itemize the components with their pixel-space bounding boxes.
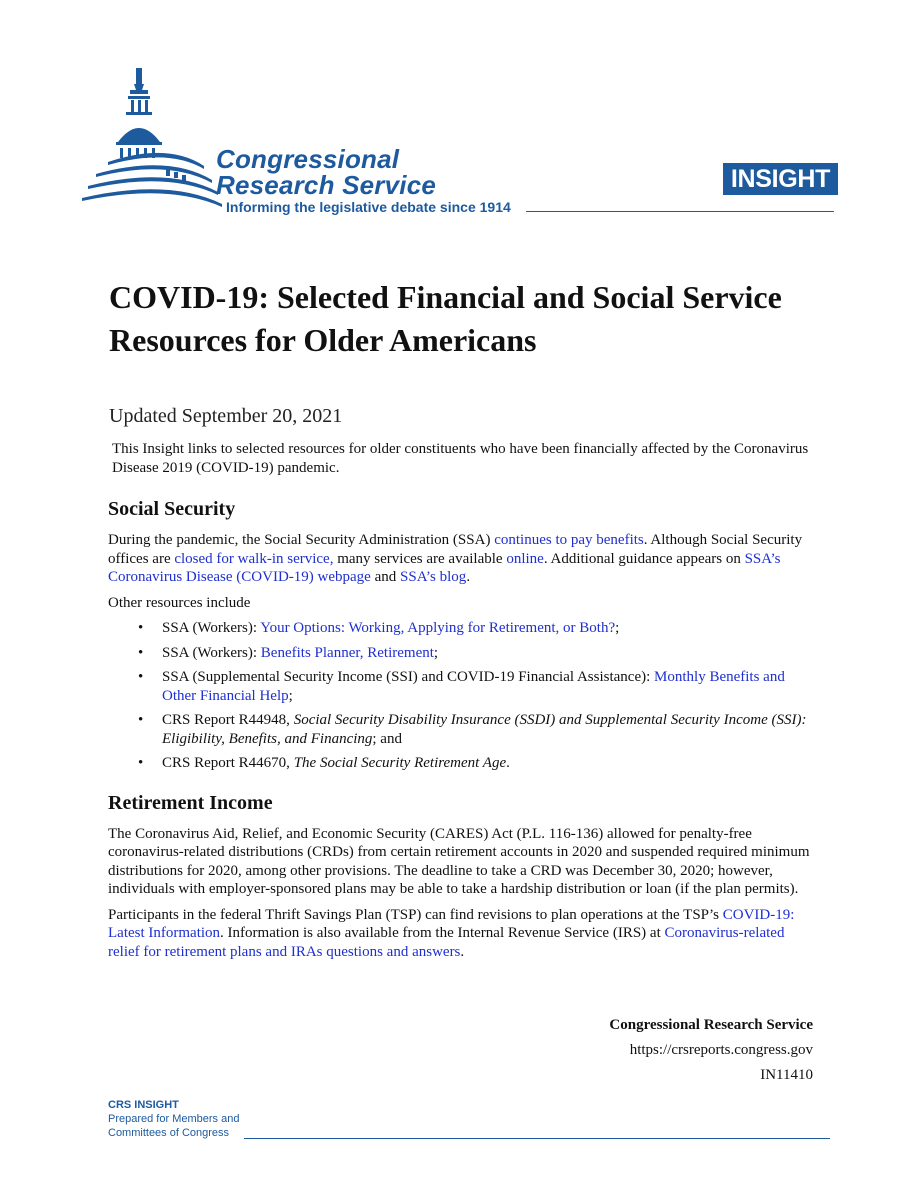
social-security-paragraph xyxy=(108,531,813,587)
resource-list xyxy=(108,619,813,773)
report-title: The Social Security Retirement Age xyxy=(293,755,507,771)
footer-org: Congressional Research Service xyxy=(609,1017,813,1033)
text-span: many services are available xyxy=(333,550,507,567)
text-span: During the pandemic, the Social Security Administration (SSA) xyxy=(108,532,495,548)
org-name-line2: Research Service xyxy=(216,170,437,200)
report-title: Social Security Disability Insurance (SSDI) and Supplemental Security Income (SSI): Eligibility, Benefits, and Financing xyxy=(162,712,807,747)
capitol-dome-icon xyxy=(78,62,228,214)
item-prefix: CRS Report R44670, xyxy=(162,755,294,771)
item-prefix: SSA (Workers): xyxy=(162,644,261,661)
insight-badge: INSIGHT xyxy=(723,163,838,195)
link-irs-relief-qa[interactable]: Coronavirus-related relief for retirement plans and IRAs questions and answers xyxy=(108,925,785,960)
report-header xyxy=(78,62,848,222)
resources-intro: Other resources include xyxy=(108,594,251,611)
link-continues-to-pay-benefits[interactable]: continues to pay benefits xyxy=(494,532,644,548)
report-body xyxy=(108,440,813,968)
retirement-paragraph-1: The Coronavirus Aid, Relief, and Economic Security (CARES) Act (P.L. 116-136) allowed for penalty-free coronavirus-related distributions (CRDs) from certain retirement accounts in 2020 and suspended required minimum distributions for 2020, among other provisions. The deadline to take a CRD was December 30, 2020; however, individuals with employer-sponsored plans may be able to take a hardship distribution or loan (if the plan permits). xyxy=(108,825,810,897)
footer-label-title: CRS INSIGHT xyxy=(108,1099,179,1111)
list-item xyxy=(108,668,813,705)
item-suffix: ; xyxy=(615,620,620,636)
link-your-options[interactable]: Your Options: Working, Applying for Retirement, or Both? xyxy=(260,620,616,636)
link-benefits-planner[interactable]: Benefits Planner, Retirement xyxy=(260,644,434,661)
text-span: . xyxy=(460,943,465,960)
item-suffix: ; xyxy=(433,644,439,661)
tagline: Informing the legislative debate since 1914 xyxy=(226,199,511,215)
item-suffix: . xyxy=(506,755,510,771)
item-prefix: SSA (Workers): xyxy=(162,620,261,636)
updated-date: Updated September 20, 2021 xyxy=(109,405,343,427)
list-item xyxy=(108,619,813,638)
section-heading-social-security: Social Security xyxy=(108,498,236,520)
footer-label-line2: Committees of Congress xyxy=(108,1127,230,1139)
intro-paragraph: This Insight links to selected resources for older constituents who have been financially affected by the Coronavirus Disease 2019 (COVID-19) pandemic. xyxy=(112,441,809,476)
link-closed-for-walk-in[interactable]: closed for walk-in service, xyxy=(174,550,334,567)
link-ssa-covid-webpage[interactable]: SSA’s Coronavirus Disease (COVID-19) webpage xyxy=(108,550,781,585)
footer-info xyxy=(609,1013,813,1088)
retirement-paragraph-2 xyxy=(108,906,813,962)
page-title: COVID-19: Selected Financial and Social Service Resources for Older Americans xyxy=(109,279,782,358)
org-wordmark xyxy=(216,146,436,198)
text-span: . Information is also available from the Internal Revenue Service (IRS) at xyxy=(220,925,665,941)
section-heading-retirement-income: Retirement Income xyxy=(108,791,273,814)
text-span: . Although Social Security offices are xyxy=(108,532,803,567)
footer-rule xyxy=(244,1138,830,1139)
link-online[interactable]: online xyxy=(506,550,544,567)
item-prefix: SSA (Supplemental Security Income (SSI) and COVID-19 Financial Assistance): xyxy=(162,669,655,685)
text-span: and xyxy=(370,569,401,585)
text-span: Participants in the federal Thrift Savings Plan (TSP) can find revisions to plan operations at the TSP’s xyxy=(108,906,723,923)
footer-label xyxy=(108,1098,239,1140)
list-item xyxy=(108,754,813,773)
link-monthly-benefits[interactable]: Monthly Benefits and Other Financial Help xyxy=(162,669,785,704)
link-ssa-blog[interactable]: SSA’s blog xyxy=(400,569,467,585)
item-prefix: CRS Report R44948, xyxy=(162,712,294,728)
list-item xyxy=(108,711,813,748)
text-span: . xyxy=(466,569,471,585)
org-name-line1: Congressional xyxy=(216,144,400,174)
list-item xyxy=(108,644,813,663)
footer-label-line1: Prepared for Members and xyxy=(108,1113,240,1125)
item-suffix: ; xyxy=(288,687,293,704)
tagline-rule xyxy=(526,211,834,212)
text-span: . Additional guidance appears on xyxy=(543,550,745,567)
link-tsp-covid-info[interactable]: COVID-19: Latest Information xyxy=(108,906,795,941)
footer-url[interactable]: https://crsreports.congress.gov xyxy=(629,1042,813,1058)
item-suffix: ; and xyxy=(372,730,402,747)
report-id: IN11410 xyxy=(760,1067,813,1083)
